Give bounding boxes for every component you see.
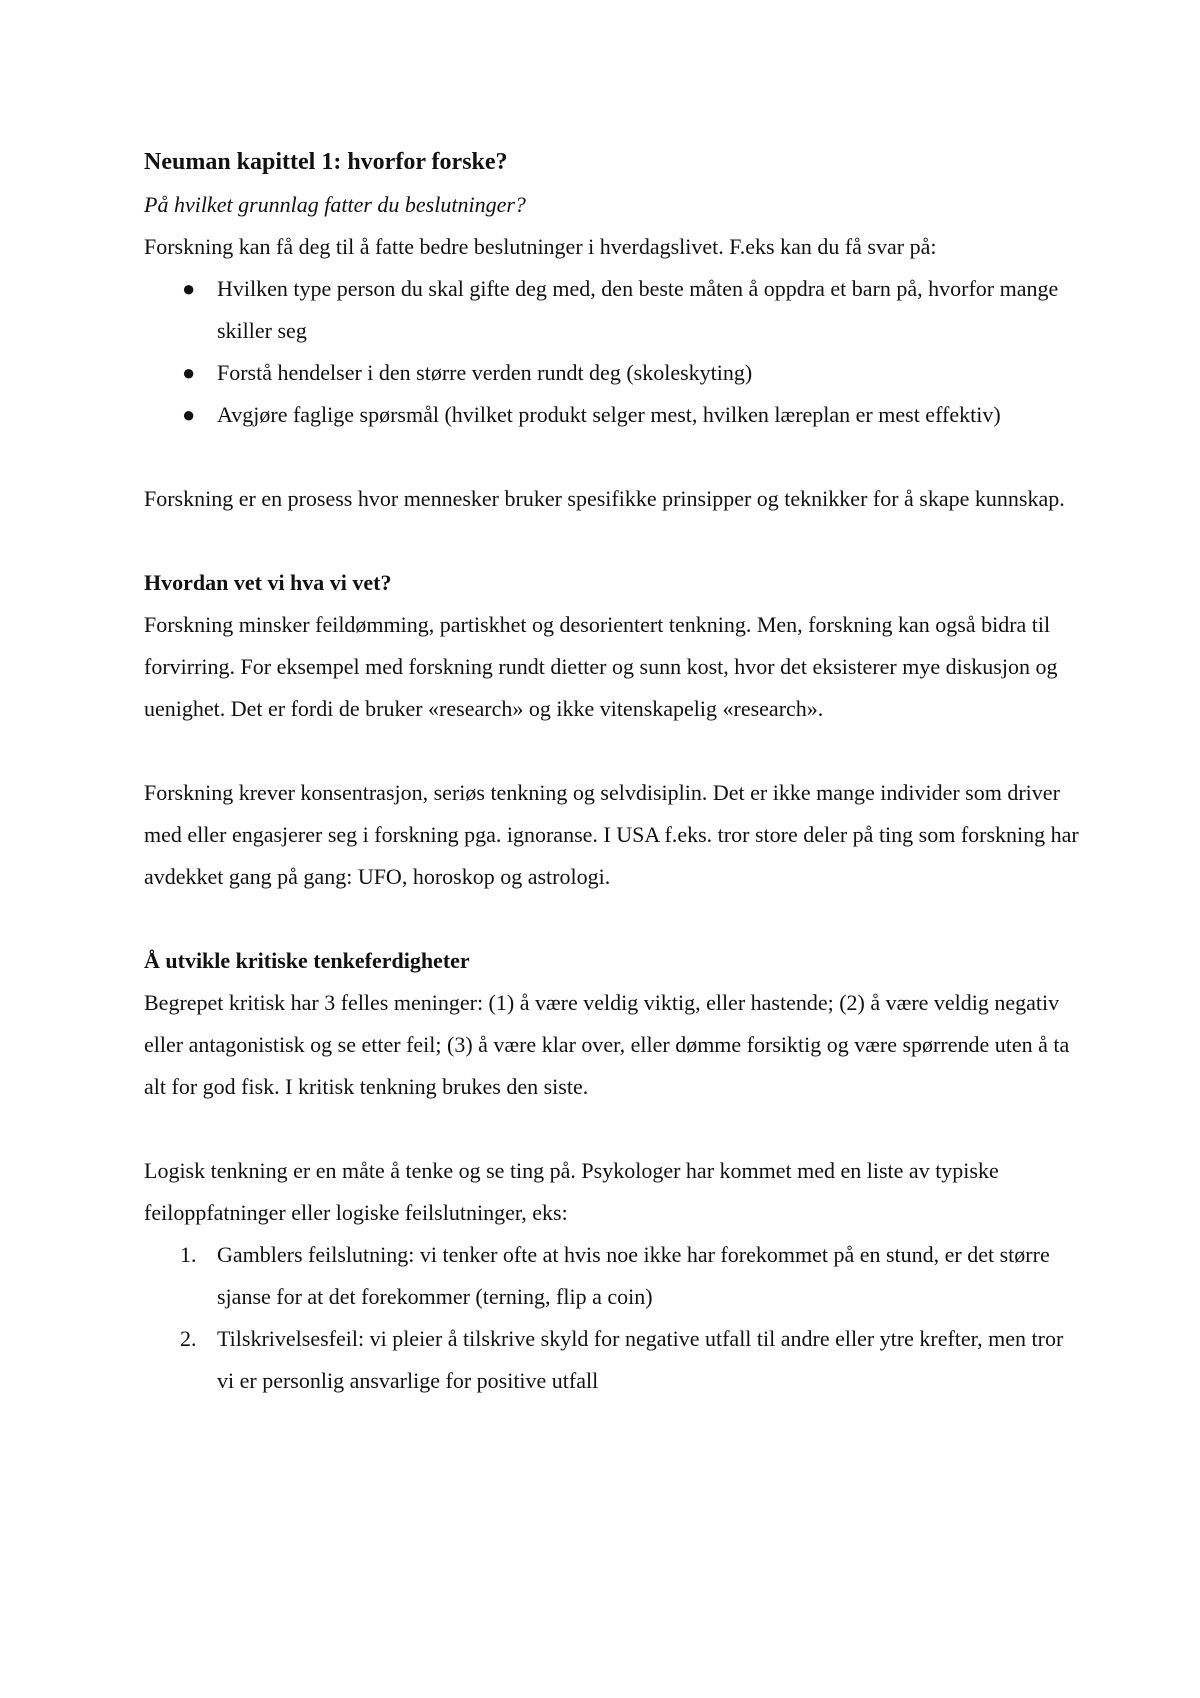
definition-paragraph: Forskning er en prosess hvor mennesker bruker spesifikke prinsipper og teknikker for å skape kunnskap. <box>144 486 1065 511</box>
list-item <box>144 352 1084 394</box>
numbered-list <box>144 1234 1084 1402</box>
spacer <box>144 436 1084 478</box>
list-number: 2. <box>180 1326 197 1351</box>
list-item <box>144 394 1084 436</box>
subtitle: På hvilket grunnlag fatter du beslutninger? <box>144 192 526 217</box>
page-title: Neuman kapittel 1: hvorfor forske? <box>144 149 508 175</box>
section-heading: Hvordan vet vi hva vi vet? <box>144 570 392 595</box>
paragraph: Forskning krever konsentrasjon, seriøs tenkning og selvdisiplin. Det er ikke mange individer som driver med eller engasjerer seg i forskning pga. ignoranse. I USA f.eks. tror store deler på ting som forskning har avdekket gang på gang: UFO, horoskop og astrologi. <box>144 780 1079 889</box>
list-item <box>144 1234 1084 1318</box>
paragraph: Forskning minsker feildømming, partiskhet og desorientert tenkning. Men, forskning kan også bidra til forvirring. For eksempel med forskning rundt dietter og sunn kost, hvor det eksisterer mye diskusjon og uenighet. Det er fordi de bruker «research» og ikke vitenskapelig «research». <box>144 612 1058 721</box>
intro-paragraph: Forskning kan få deg til å fatte bedre beslutninger i hverdagslivet. F.eks kan du få svar på: <box>144 234 937 259</box>
spacer <box>144 1108 1084 1150</box>
paragraph: Logisk tenkning er en måte å tenke og se ting på. Psykologer har kommet med en liste av typiske feiloppfatninger eller logiske feilslutninger, eks: <box>144 1158 999 1225</box>
list-item <box>144 1318 1084 1402</box>
list-item-text: Gamblers feilslutning: vi tenker ofte at hvis noe ikke har forekommet på en stund, er det større sjanse for at det forekommer (terning, flip a coin) <box>217 1242 1050 1309</box>
list-item-text: Forstå hendelser i den større verden rundt deg (skoleskyting) <box>217 360 753 385</box>
document-body <box>144 140 1084 1402</box>
list-item-text: Avgjøre faglige spørsmål (hvilket produkt selger mest, hvilken læreplan er mest effektiv) <box>217 402 1001 427</box>
paragraph: Begrepet kritisk har 3 felles meninger: (1) å være veldig viktig, eller hastende; (2) å være veldig negativ eller antagonistisk og se etter feil; (3) å være klar over, eller dømme forsiktig og være spørrende uten å ta alt for god fisk. I kritisk tenkning brukes den siste. <box>144 990 1070 1099</box>
list-number: 1. <box>180 1242 197 1267</box>
section-heading: Å utvikle kritiske tenkeferdigheter <box>144 948 470 973</box>
bullet-icon: ● <box>182 360 196 385</box>
bullet-icon: ● <box>182 276 196 301</box>
spacer <box>144 898 1084 940</box>
list-item <box>144 268 1084 352</box>
list-item-text: Hvilken type person du skal gifte deg med, den beste måten å oppdra et barn på, hvorfor mange skiller seg <box>217 276 1059 343</box>
bullet-icon: ● <box>182 402 196 427</box>
bullet-list <box>144 268 1084 436</box>
list-item-text: Tilskrivelsesfeil: vi pleier å tilskrive skyld for negative utfall til andre eller ytre krefter, men tror vi er personlig ansvarlige for positive utfall <box>217 1326 1064 1393</box>
spacer <box>144 520 1084 562</box>
spacer <box>144 730 1084 772</box>
